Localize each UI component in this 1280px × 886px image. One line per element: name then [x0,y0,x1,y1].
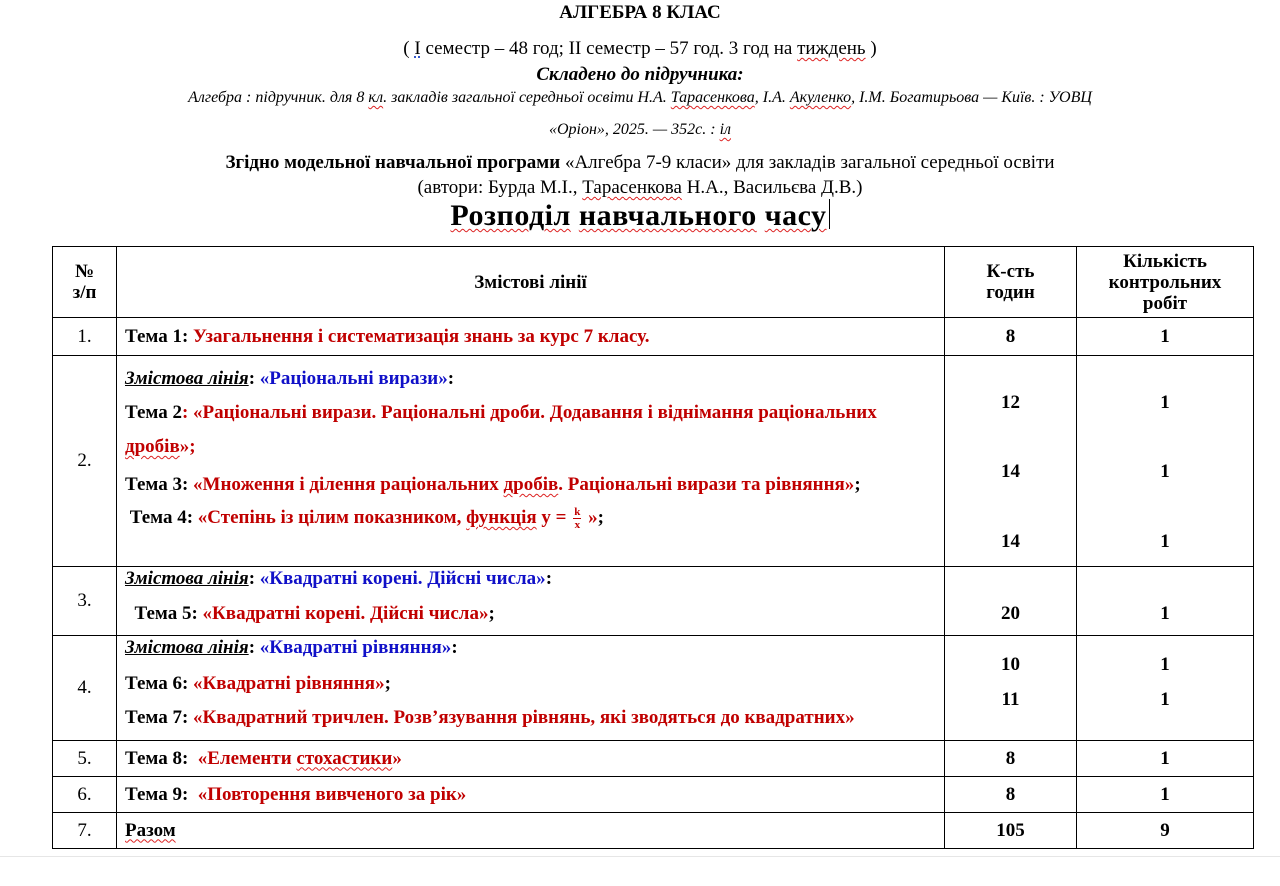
book-kl: кл [368,89,384,106]
topic-5 [125,603,495,625]
t4-text-b: функція [466,506,537,528]
total-label: Разом [125,819,176,841]
t4-frac-numerator: k [574,506,581,518]
t2-text-c: »; [179,436,196,457]
tests-value: 1 [1160,531,1170,552]
row-topic [117,813,945,849]
content-line-label: Змістова лінія [125,637,249,658]
row-hours: 8 [945,777,1077,813]
row-tests: 1 [1077,777,1254,813]
topic-2-cont [125,436,196,458]
book-d: , І.М. Богатирьова — Київ. : УОВЦ [851,89,1092,106]
content-line-label: Змістова лінія [125,568,249,589]
row-tests [1077,356,1254,567]
t3-label: Тема 3: [125,474,194,495]
topic-label: Тема 1 [125,325,182,347]
header-hours-l1: К-сть [986,261,1035,282]
table-row [53,636,1254,741]
semester-close: ) [865,38,877,59]
tests-value: 1 [1160,654,1170,675]
hours-value: 14 [1001,461,1020,482]
semester-rest: семестр – 48 год; ІІ семестр – 57 год. 3 год на [420,38,798,59]
row-topic [117,636,945,741]
program-line [0,152,1280,174]
topic-text: Узагальнення і систематизація знань за курс 7 класу. [193,325,650,347]
tests-value: 1 [1160,689,1170,710]
row-topic [117,741,945,777]
hours-value: 10 [1001,654,1020,675]
program-rest: «Алгебра 7-9 класи» для закладів загальної середньої освіти [560,152,1055,173]
total-tests: 9 [1077,813,1254,849]
t4-label: Тема 4: [125,506,198,528]
t2-label: Тема 2 [125,402,182,423]
row-num: 6. [53,777,117,813]
t4-text-d: » [583,506,598,528]
t4-text-a: «Степінь із цілим показником, [197,506,467,528]
header-tests-l3: робіт [1142,292,1188,314]
distribution-w3: часу [764,199,827,232]
content-line-heading [125,637,458,659]
row-tests [1077,567,1254,636]
semester-week: тиждень [797,38,866,59]
book-tar: Тарасенкова [670,89,755,106]
header-tests [1077,247,1254,318]
t4-fraction [573,506,581,531]
topic-label: Тема 8: [125,747,198,769]
tests-value: 1 [1160,603,1170,624]
book-aku: Акуленко [789,89,852,106]
row-hours [945,356,1077,567]
t5-label: Тема 5: [125,603,203,624]
authors-a: (автори: Бурда М.І., [417,177,583,198]
hours-value: 12 [1001,392,1020,413]
t3-end: ; [854,474,861,495]
t6-end: ; [384,673,391,694]
header-lines: Змістові лінії [117,247,945,318]
content-line-sep: : [248,568,260,589]
program-bold: Згідно модельної навчальної програми [225,152,561,173]
t2-text-b: дробів [125,436,180,457]
row-tests: 1 [1077,741,1254,777]
authors-line [0,177,1280,199]
row-hours [945,567,1077,636]
distribution-w2: навчального [578,199,757,232]
row-topic [117,356,945,567]
semester-open: ( [403,38,415,59]
row-hours [945,636,1077,741]
content-line-sep: : [248,637,260,658]
book2-a: «Оріон», 2025. — 352с. : [548,121,720,138]
row-num: 5. [53,741,117,777]
page-edge [0,856,1280,857]
row-hours: 8 [945,318,1077,356]
book2-il: іл [719,121,731,138]
content-line-sep: : [248,368,260,389]
document-title: АЛГЕБРА 8 КЛАС [559,2,721,23]
content-line-text: «Раціональні вирази» [259,368,448,389]
header-tests-l2: контрольних [1108,271,1222,293]
content-line-end: : [447,368,455,389]
t5-end: ; [488,603,495,624]
content-line-label: Змістова лінія [125,368,249,389]
topic-4 [125,506,604,531]
topic-6 [125,673,391,695]
book-c: , І.А. [754,89,790,106]
t3-text-a: «Множення і ділення раціональних [193,474,504,495]
header-num-l2: з/п [72,282,97,303]
content-line-end: : [545,568,553,589]
content-line-text: «Квадратні рівняння» [259,637,452,658]
topic-label: Тема 9: [125,783,198,805]
topic-2 [125,402,877,424]
row-num: 1. [53,318,117,356]
text-cursor [829,199,830,229]
t4-frac-denominator: x [574,519,581,531]
header-num [53,247,117,318]
row-tests: 1 [1077,318,1254,356]
textbook-line-2 [0,121,1280,139]
row-topic [117,777,945,813]
t3-text-c: . Раціональні вирази та рівняння» [558,474,855,495]
topic-3 [125,474,861,496]
curriculum-table [52,246,1254,849]
topic-7 [125,707,855,729]
t6-text: «Квадратні рівняння» [193,673,385,694]
textbook-line-1 [0,89,1280,107]
content-line-end: : [451,637,458,658]
hours-value: 14 [1001,531,1020,552]
t3-text-b: дробів [503,474,559,495]
topic-text-b: стохастики [296,747,393,769]
header-tests-l1: Кількість [1123,250,1207,272]
t7-text: «Квадратний тричлен. Розв’язування рівнянь, які зводяться до квадратних» [193,707,855,728]
topic-text-a: «Елементи [197,747,297,769]
topic-text-c: » [392,747,402,769]
row-hours: 8 [945,741,1077,777]
distribution-w1: Розподіл [450,199,571,232]
total-hours: 105 [945,813,1077,849]
table-row-total [53,813,1254,849]
hours-value: 11 [1001,689,1020,710]
topic-sep: : [181,325,194,347]
t7-label: Тема 7: [125,707,194,728]
content-line-heading [125,568,552,590]
header-hours-l2: годин [986,282,1035,303]
t4-text-c: y = [536,506,572,528]
row-num: 4. [53,636,117,741]
table-row [53,777,1254,813]
book-a: Алгебра : підручник. для 8 [188,89,369,106]
hours-value: 20 [1001,603,1020,624]
t2-text-a: : «Раціональні вирази. Раціональні дроби. Додавання і віднімання раціональних [181,402,877,423]
row-num: 3. [53,567,117,636]
row-topic [117,318,945,356]
distribution-heading [0,199,1280,233]
table-row [53,356,1254,567]
row-topic [117,567,945,636]
authors-b: Н.А., Васильєва Д.В.) [681,177,863,198]
topic-text: «Повторення вивченого за рік» [197,783,467,805]
t6-label: Тема 6: [125,673,194,694]
row-num: 7. [53,813,117,849]
t4-end: ; [597,506,604,528]
table-row [53,567,1254,636]
semester-i: І [414,38,421,59]
semester-info [0,38,1280,60]
content-line-text: «Квадратні корені. Дійсні числа» [259,568,546,589]
header-hours [945,247,1077,318]
header-num-l1: № [74,261,95,282]
row-tests [1077,636,1254,741]
compiled-for: Складено до підручника: [536,64,744,85]
tests-value: 1 [1160,461,1170,482]
row-num: 2. [53,356,117,567]
book-b: . закладів загальної середньої освіти Н.А. [383,89,671,106]
table-header-row [53,247,1254,318]
authors-tar: Тарасенкова [582,177,682,198]
t5-text: «Квадратні корені. Дійсні числа» [202,603,489,624]
table-row [53,318,1254,356]
content-line-heading [125,368,454,390]
table-row [53,741,1254,777]
tests-value: 1 [1160,392,1170,413]
